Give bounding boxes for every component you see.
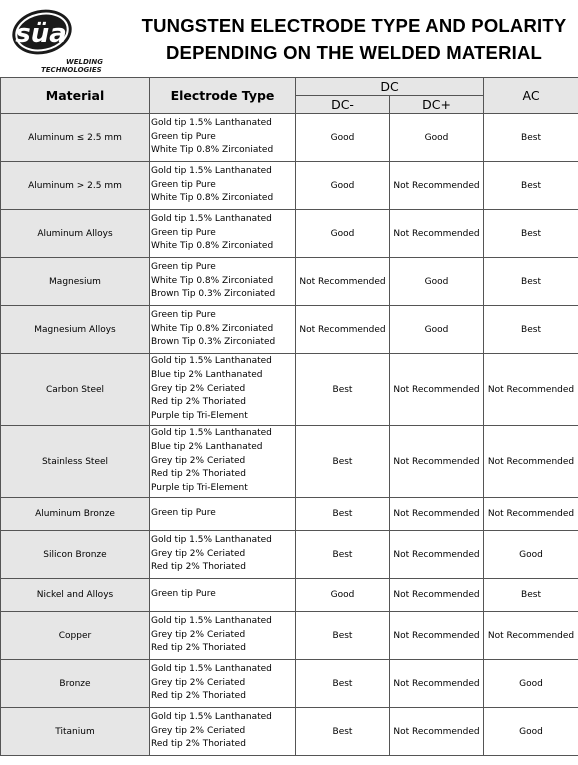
material-cell: Aluminum Alloys xyxy=(1,210,150,258)
material-cell: Nickel and Alloys xyxy=(1,579,150,612)
electrode-line: Green tip Pure xyxy=(151,589,216,600)
dc-minus-cell: Good xyxy=(296,579,390,612)
electrode-line: Grey tip 2% Ceriated xyxy=(151,455,246,466)
page-title xyxy=(130,12,578,66)
ac-cell: Best xyxy=(484,114,578,162)
electrode-line: Purple tip Tri-Element xyxy=(151,411,248,422)
dc-plus-cell: Good xyxy=(390,306,484,354)
title-line-1: TUNGSTEN ELECTRODE TYPE AND POLARITY xyxy=(141,15,567,36)
sua-logo xyxy=(8,6,108,74)
electrode-line: Brown Tip 0.3% Zirconiated xyxy=(151,289,276,300)
material-cell: Magnesium xyxy=(1,258,150,306)
electrode-table xyxy=(0,77,578,756)
table-row xyxy=(1,660,578,708)
electrode-cell xyxy=(150,579,296,612)
electrode-line: White Tip 0.8% Zirconiated xyxy=(151,323,274,334)
electrode-line: Grey tip 2% Ceriated xyxy=(151,383,246,394)
electrode-line: Red tip 2% Thoriated xyxy=(151,397,246,408)
electrode-line: Red tip 2% Thoriated xyxy=(151,739,246,750)
electrode-line: Green tip Pure xyxy=(151,309,216,320)
header-electrode-type: Electrode Type xyxy=(150,78,296,114)
electrode-line: Blue tip 2% Lanthanated xyxy=(151,441,263,452)
ac-cell: Best xyxy=(484,210,578,258)
table-row xyxy=(1,162,578,210)
ac-cell: Good xyxy=(484,708,578,756)
material-cell: Copper xyxy=(1,612,150,660)
dc-minus-cell: Best xyxy=(296,612,390,660)
dc-minus-cell: Best xyxy=(296,498,390,531)
material-cell: Aluminum ≤ 2.5 mm xyxy=(1,114,150,162)
electrode-line: Gold tip 1.5% Lanthanated xyxy=(151,117,272,128)
dc-minus-cell: Best xyxy=(296,531,390,579)
electrode-cell xyxy=(150,306,296,354)
electrode-cell xyxy=(150,660,296,708)
electrode-cell xyxy=(150,612,296,660)
dc-minus-cell: Best xyxy=(296,426,390,498)
electrode-cell xyxy=(150,498,296,531)
ac-cell: Not Recommended xyxy=(484,612,578,660)
header-dc: DC xyxy=(296,78,484,96)
electrode-line: Brown Tip 0.3% Zirconiated xyxy=(151,337,276,348)
electrode-line: White Tip 0.8% Zirconiated xyxy=(151,145,274,156)
electrode-cell xyxy=(150,354,296,426)
electrode-line: Gold tip 1.5% Lanthanated xyxy=(151,615,272,626)
header-material: Material xyxy=(1,78,150,114)
electrode-line: Green tip Pure xyxy=(151,179,216,190)
electrode-cell xyxy=(150,210,296,258)
dc-plus-cell: Good xyxy=(390,258,484,306)
electrode-line: White Tip 0.8% Zirconiated xyxy=(151,241,274,252)
dc-plus-cell: Not Recommended xyxy=(390,579,484,612)
dc-minus-cell: Best xyxy=(296,660,390,708)
electrode-line: Red tip 2% Thoriated xyxy=(151,691,246,702)
ac-cell: Not Recommended xyxy=(484,354,578,426)
table-row xyxy=(1,258,578,306)
dc-minus-cell: Good xyxy=(296,162,390,210)
electrode-line: Grey tip 2% Ceriated xyxy=(151,629,246,640)
electrode-line: Grey tip 2% Ceriated xyxy=(151,548,246,559)
logo-tagline-1: WELDING xyxy=(66,58,103,66)
ac-cell: Best xyxy=(484,258,578,306)
ac-cell: Not Recommended xyxy=(484,426,578,498)
material-cell: Bronze xyxy=(1,660,150,708)
material-cell: Silicon Bronze xyxy=(1,531,150,579)
material-cell: Titanium xyxy=(1,708,150,756)
electrode-line: Green tip Pure xyxy=(151,227,216,238)
dc-plus-cell: Not Recommended xyxy=(390,498,484,531)
logo-tagline-2: TECHNOLOGIES xyxy=(41,66,102,74)
dc-plus-cell: Not Recommended xyxy=(390,612,484,660)
electrode-line: Gold tip 1.5% Lanthanated xyxy=(151,213,272,224)
table-row xyxy=(1,612,578,660)
dc-minus-cell: Not Recommended xyxy=(296,258,390,306)
electrode-line: Grey tip 2% Ceriated xyxy=(151,677,246,688)
title-line-2: DEPENDING ON THE WELDED MATERIAL xyxy=(165,42,543,63)
table-row xyxy=(1,306,578,354)
ac-cell: Good xyxy=(484,660,578,708)
material-cell: Aluminum Bronze xyxy=(1,498,150,531)
electrode-line: Red tip 2% Thoriated xyxy=(151,643,246,654)
electrode-line: White Tip 0.8% Zirconiated xyxy=(151,275,274,286)
dc-plus-cell: Not Recommended xyxy=(390,354,484,426)
electrode-line: Green tip Pure xyxy=(151,508,216,519)
electrode-line: Green tip Pure xyxy=(151,261,216,272)
electrode-line: Red tip 2% Thoriated xyxy=(151,469,246,480)
electrode-cell xyxy=(150,708,296,756)
table-row xyxy=(1,426,578,498)
dc-minus-cell: Not Recommended xyxy=(296,306,390,354)
table-row xyxy=(1,354,578,426)
electrode-cell xyxy=(150,114,296,162)
table-row xyxy=(1,210,578,258)
dc-plus-cell: Not Recommended xyxy=(390,210,484,258)
ac-cell: Best xyxy=(484,579,578,612)
ac-cell: Best xyxy=(484,162,578,210)
header-dc-plus: DC+ xyxy=(390,96,484,114)
electrode-line: Green tip Pure xyxy=(151,131,216,142)
electrode-cell xyxy=(150,258,296,306)
dc-plus-cell: Good xyxy=(390,114,484,162)
dc-minus-cell: Good xyxy=(296,210,390,258)
electrode-line: Purple tip Tri-Element xyxy=(151,483,248,494)
ac-cell: Not Recommended xyxy=(484,498,578,531)
table-body xyxy=(1,114,578,756)
logo-brand: süa xyxy=(15,19,67,49)
dc-plus-cell: Not Recommended xyxy=(390,162,484,210)
electrode-line: Grey tip 2% Ceriated xyxy=(151,725,246,736)
table-row xyxy=(1,579,578,612)
electrode-line: Blue tip 2% Lanthanated xyxy=(151,369,263,380)
electrode-line: Gold tip 1.5% Lanthanated xyxy=(151,711,272,722)
header-dc-minus: DC- xyxy=(296,96,390,114)
header xyxy=(0,0,578,77)
material-cell: Stainless Steel xyxy=(1,426,150,498)
dc-plus-cell: Not Recommended xyxy=(390,531,484,579)
material-cell: Carbon Steel xyxy=(1,354,150,426)
dc-minus-cell: Good xyxy=(296,114,390,162)
electrode-line: Gold tip 1.5% Lanthanated xyxy=(151,356,272,366)
table-row xyxy=(1,708,578,756)
table-row xyxy=(1,114,578,162)
dc-minus-cell: Best xyxy=(296,708,390,756)
electrode-line: Red tip 2% Thoriated xyxy=(151,562,246,573)
electrode-line: Gold tip 1.5% Lanthanated xyxy=(151,165,272,176)
material-cell: Aluminum > 2.5 mm xyxy=(1,162,150,210)
table-row xyxy=(1,531,578,579)
electrode-line: Gold tip 1.5% Lanthanated xyxy=(151,534,272,545)
dc-plus-cell: Not Recommended xyxy=(390,426,484,498)
electrode-cell xyxy=(150,162,296,210)
ac-cell: Best xyxy=(484,306,578,354)
table-row xyxy=(1,498,578,531)
electrode-line: White Tip 0.8% Zirconiated xyxy=(151,193,274,204)
dc-plus-cell: Not Recommended xyxy=(390,708,484,756)
header-ac: AC xyxy=(484,78,578,114)
dc-minus-cell: Best xyxy=(296,354,390,426)
material-cell: Magnesium Alloys xyxy=(1,306,150,354)
ac-cell: Good xyxy=(484,531,578,579)
electrode-line: Gold tip 1.5% Lanthanated xyxy=(151,663,272,674)
electrode-cell xyxy=(150,531,296,579)
electrode-line: Gold tip 1.5% Lanthanated xyxy=(151,428,272,438)
electrode-cell xyxy=(150,426,296,498)
dc-plus-cell: Not Recommended xyxy=(390,660,484,708)
